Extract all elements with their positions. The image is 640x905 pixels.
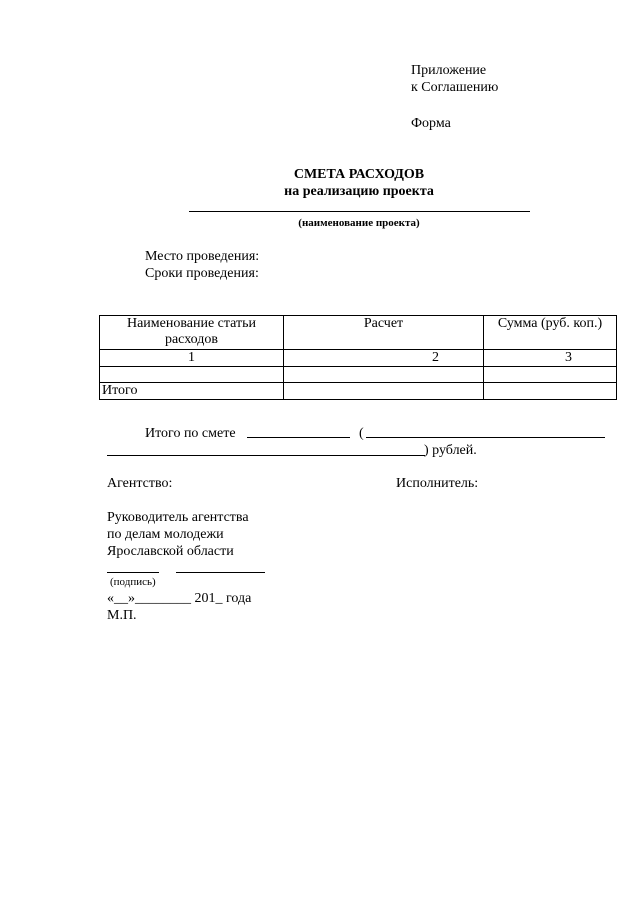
column-number-3: 3 [484,350,617,367]
document-title: СМЕТА РАСХОДОВ [293,167,425,182]
form-label: Форма [411,116,451,131]
dates-label: Сроки проведения: [145,266,259,281]
head-title-line-2: по делам молодежи [107,527,224,542]
project-name-line[interactable] [189,211,530,212]
appendix-agreement: к Соглашению [411,80,499,95]
signature-caption: (подпись) [110,576,156,588]
column-number-2: 2 [284,350,484,367]
table-header-row [100,316,617,350]
expense-item-cell[interactable] [100,367,284,383]
amount-words-line-1[interactable] [366,437,605,438]
rubles-label: ) рублей. [424,443,477,458]
table-total-row [100,383,617,400]
place-label: Место проведения: [145,249,260,264]
open-paren: ( [359,426,364,441]
agency-label: Агентство: [107,476,173,491]
document-subtitle: на реализацию проекта [284,184,434,199]
estimate-total-label: Итого по смете [145,426,236,441]
total-calculation-cell[interactable] [284,383,484,400]
amount-cell[interactable] [484,367,617,383]
amount-words-line-2[interactable] [107,455,425,456]
header-expense-item: Наименование статьи расходов [100,316,284,350]
header-calculation: Расчет [284,316,484,350]
head-title-line-3: Ярославской области [107,544,234,559]
head-title-line-1: Руководитель агентства [107,510,249,525]
appendix-label: Приложение [411,63,487,78]
stamp-label: М.П. [107,608,137,623]
project-name-caption: (наименование проекта) [298,217,420,229]
signature-line[interactable] [107,572,159,573]
date-line: «__»________ 201_ года [107,591,252,606]
total-label: Итого [100,383,284,400]
calculation-cell[interactable] [284,367,484,383]
total-amount-line[interactable] [247,437,350,438]
table-number-row [100,350,617,367]
estimate-table [99,315,617,400]
column-number-1: 1 [100,350,284,367]
name-line[interactable] [176,572,265,573]
table-row [100,367,617,383]
executor-label: Исполнитель: [396,476,479,491]
total-amount-cell[interactable] [484,383,617,400]
header-amount: Сумма (руб. коп.) [484,316,617,350]
